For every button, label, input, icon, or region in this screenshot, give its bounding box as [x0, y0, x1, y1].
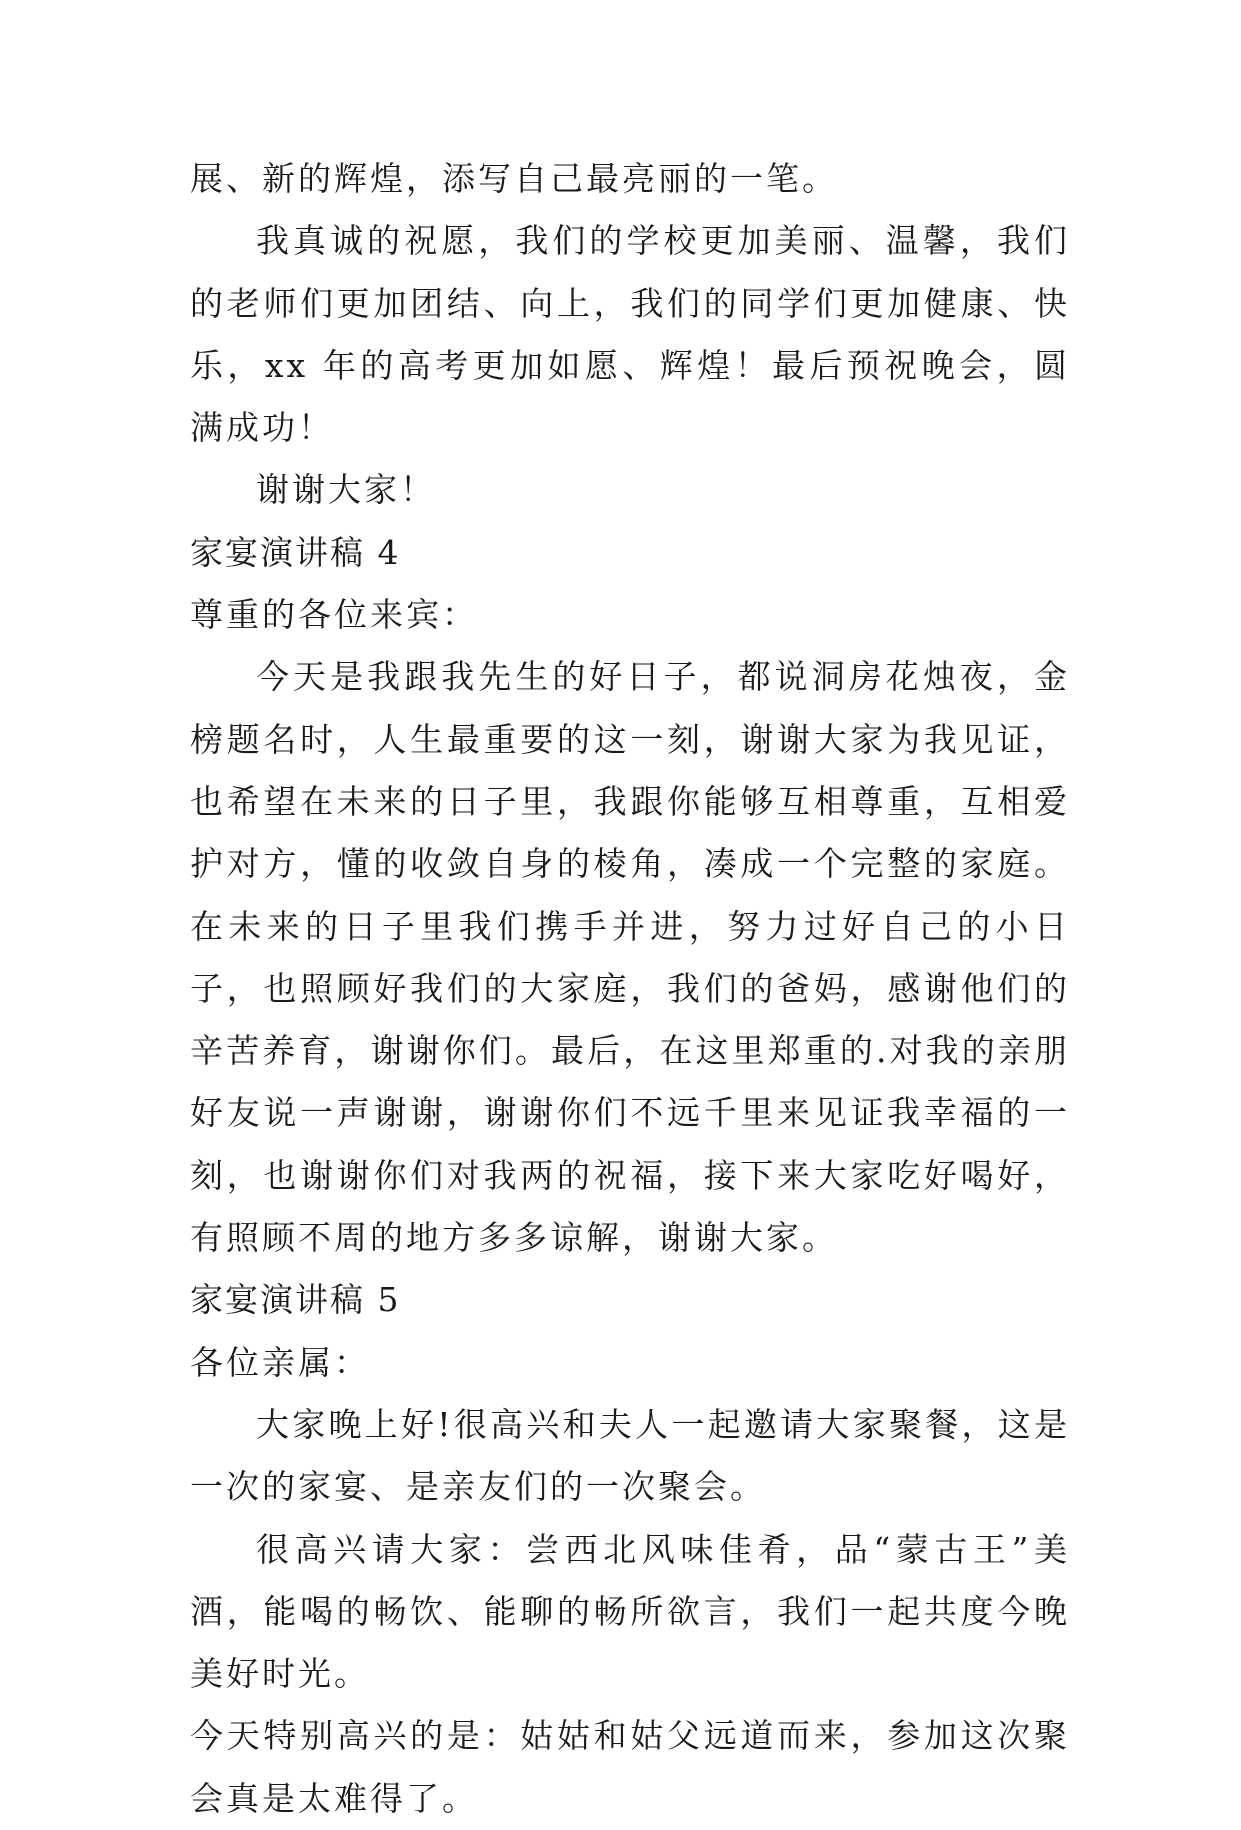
- paragraph-invitation: 很高兴请大家：尝西北风味佳肴，品“蒙古王”美酒，能喝的畅饮、能聊的畅所欲言，我们一起共度今晚美好时光。: [190, 1529, 1070, 1694]
- salutation-relatives: 各位亲属：: [190, 1342, 370, 1382]
- section-heading-5: 家宴演讲稿 5: [190, 1280, 401, 1320]
- paragraph-continued: 展、新的辉煌，添写自己最亮丽的一笔。: [190, 159, 838, 198]
- salutation-guests: 尊重的各位来宾：: [190, 595, 478, 635]
- paragraph-special-guests: 今天特别高兴的是：姑姑和姑父远道而来，参加这次聚会真是太难得了。: [190, 1716, 1070, 1818]
- paragraph-greeting: 大家晚上好!很高兴和夫人一起邀请大家聚餐，这是一次的家宴、是亲友们的一次聚会。: [190, 1404, 1070, 1507]
- paragraph-wishes: 我真诚的祝愿，我们的学校更加美丽、温馨，我们的老师们更加团结、向上，我们的同学们更加健康、快乐，xx 年的高考更加如愿、辉煌！最后预祝晚会，圆满成功！: [190, 221, 1070, 448]
- paragraph-thanks: 谢谢大家！: [256, 470, 436, 510]
- section-heading-4: 家宴演讲稿 4: [190, 532, 401, 572]
- document-body: [190, 148, 1070, 1830]
- paragraph-wedding-speech: 今天是我跟我先生的好日子，都说洞房花烛夜，金榜题名时，人生最重要的这一刻，谢谢大家为我见证，也希望在未来的日子里，我跟你能够互相尊重，互相爱护对方，懂的收敛自身的棱角，凑成一个完整的家庭。在未来的日子里我们携手并进，努力过好自己的小日子，也照顾好我们的大家庭，我们的爸妈，感谢他们的辛苦养育，谢谢你们。最后，在这里郑重的.对我的亲朋好友说一声谢谢，谢谢你们不远千里来见证我幸福的一刻，也谢谢你们对我两的祝福，接下来大家吃好喝好，有照顾不周的地方多多谅解，谢谢大家。: [190, 657, 1070, 1258]
